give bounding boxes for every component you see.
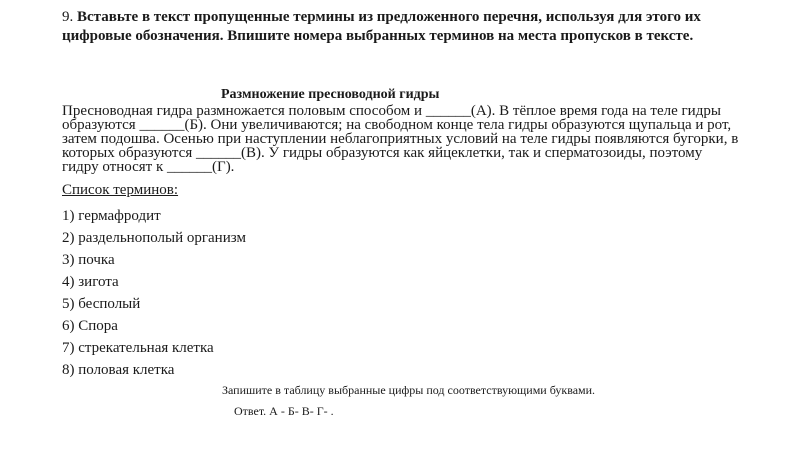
- term-item: 5) бесполый: [62, 296, 141, 312]
- term-item: 7) стрекательная клетка: [62, 340, 214, 356]
- text-title: Размножение пресноводной гидры: [221, 87, 440, 102]
- term-item: 2) раздельнополый организм: [62, 230, 246, 246]
- passage-text: Пресноводная гидра размножается половым способом и ______(А). В тёплое время года на теле гидры образуются ______(Б). Они увеличиваются; на свободном конце тела гидры образуются щупальца и рот, затем подошва. Осенью при наступлении неблагоприятных условий на теле гидры появляются бугорки, в которых образуются ______(В). У гидры образуются как яйцеклетки, так и сперматозоиды, поэтому гидру относят к ______(Г).: [62, 103, 739, 175]
- answer-instruction: Запишите в таблицу выбранные цифры под соответствующими буквами.: [222, 383, 596, 397]
- task-instructions: Вставьте в текст пропущенные термины из предложенного перечня, используя для этого их цифровые обозначения. Впишите номера выбранных терминов на места пропусков в тексте.: [62, 9, 701, 44]
- task-number: 9.: [62, 9, 74, 25]
- term-item: 6) Спора: [62, 318, 118, 334]
- term-item: 8) половая клетка: [62, 362, 175, 378]
- term-item: 4) зигота: [62, 274, 119, 290]
- answer-line: Ответ. А - Б- В- Г- .: [234, 404, 334, 418]
- term-item: 3) почка: [62, 252, 115, 268]
- term-item: 1) гермафродит: [62, 208, 161, 224]
- task-statement: [62, 8, 752, 46]
- terms-heading: Список терминов:: [62, 182, 179, 198]
